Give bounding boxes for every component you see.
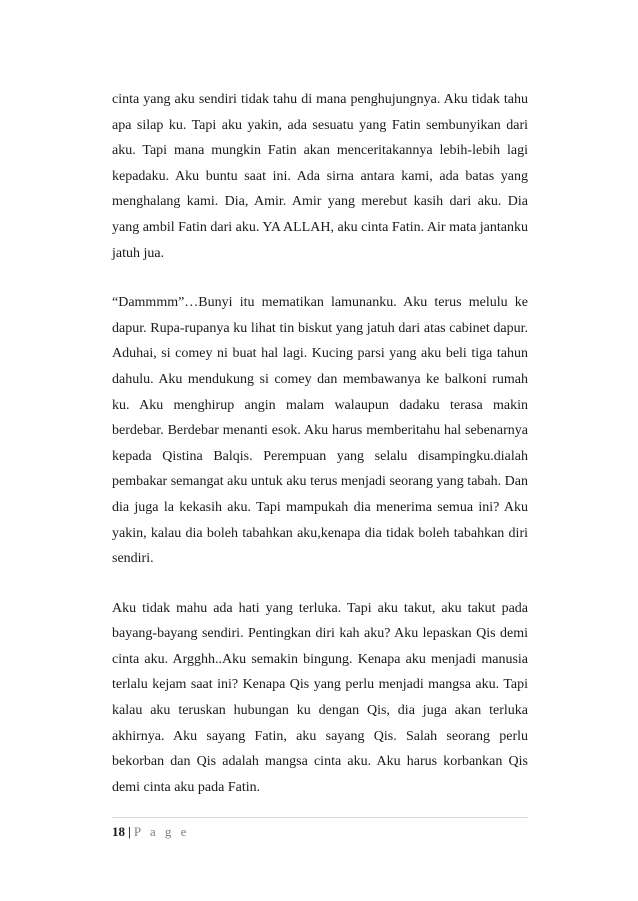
paragraph-1: cinta yang aku sendiri tidak tahu di mana penghujungnya. Aku tidak tahu apa silap ku. Tapi aku yakin, ada sesuatu yang Fatin sembunyikan dari aku. Tapi mana mungkin Fatin akan menceritakannya lebih-lebih lagi kepadaku. Aku buntu saat ini. Ada sirna antara kami, ada batas yang menghalang kami. Dia, Amir. Amir yang merebut kasih dari aku. Dia yang ambil Fatin dari aku. YA ALLAH, aku cinta Fatin. Air mata jantanku jatuh jua. <box>112 92 528 261</box>
page-label: P a g e <box>133 824 190 839</box>
page-number: 18 <box>112 824 125 839</box>
paragraph-2: “Dammmm”…Bunyi itu mematikan lamunanku. Aku terus melulu ke dapur. Rupa-rupanya ku lihat tin biskut yang jatuh dari atas cabinet dapur. Aduhai, si comey ni buat hal lagi. Kucing parsi yang aku beli tiga tahun dahulu. Aku mendukung si comey dan membawanya ke balkoni rumah ku. Aku menghirup angin malam walaupun dadaku terasa makin berdebar. Berdebar menanti esok. Aku harus memberitahu hal sebenarnya kepada Qistina Balqis. Perempuan yang selalu disampingku.dialah pembakar semangat aku untuk aku terus menjadi seorang yang tabah. Dan dia juga la kekasih aku. Tapi mampukah dia menerima semua ini? Aku yakin, kalau dia boleh tabahkan aku,kenapa dia tidak boleh tabahkan diri sendiri. <box>112 295 528 567</box>
page-body <box>112 87 528 824</box>
paragraph-3: Aku tidak mahu ada hati yang terluka. Tapi aku takut, aku takut pada bayang-bayang sendiri. Pentingkan diri kah aku? Aku lepaskan Qis demi cinta aku. Argghh..Aku semakin bingung. Kenapa aku menjadi manusia terlalu kejam saat ini? Kenapa Qis yang perlu menjadi mangsa aku. Tapi kalau aku teruskan hubungan ku dengan Qis, dia juga akan terluka akhirnya. Aku sayang Fatin, aku sayang Qis. Salah seorang perlu bekorban dan Qis adalah mangsa cinta aku. Aku harus korbankan Qis demi cinta aku pada Fatin. <box>112 600 528 795</box>
footer-separator: | <box>128 824 131 839</box>
page-footer <box>112 823 189 841</box>
footer-divider <box>112 817 528 818</box>
